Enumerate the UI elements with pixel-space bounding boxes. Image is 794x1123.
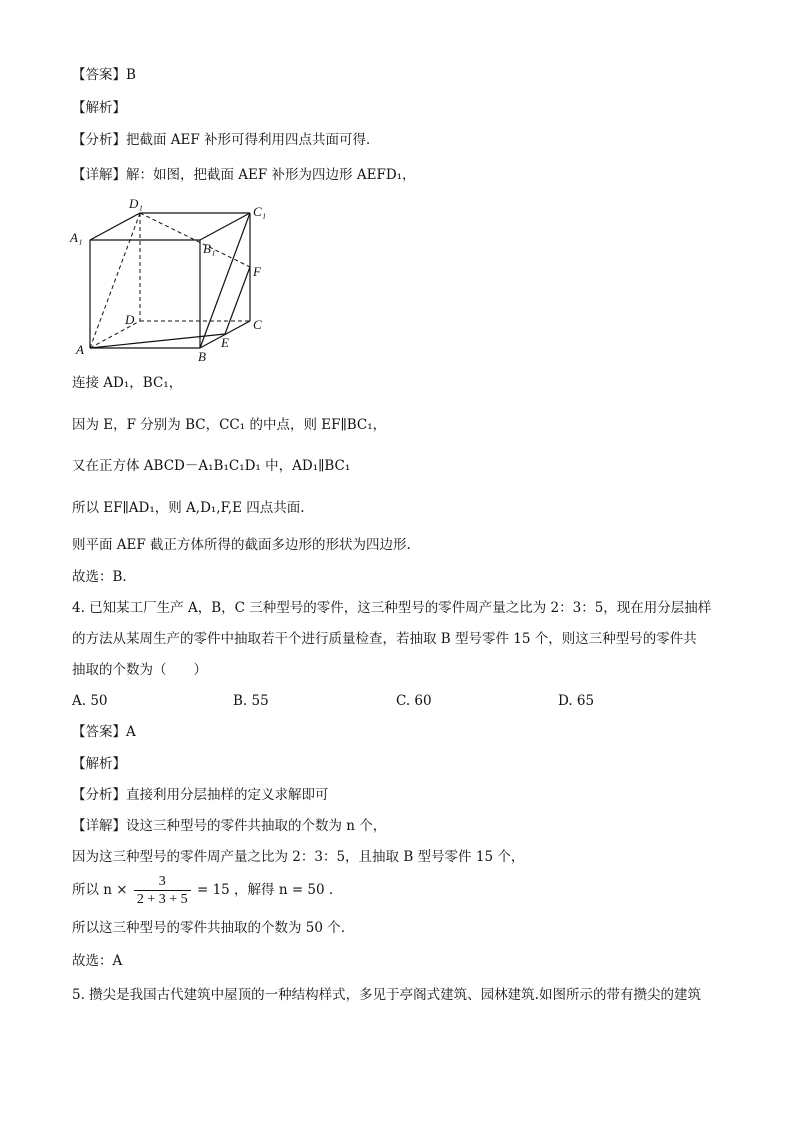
q3-fenxi-line (72, 131, 380, 149)
cube-figure (68, 196, 278, 364)
q4-answer-line (72, 723, 136, 741)
q4-equation (72, 872, 333, 908)
q4-line-final: 故选：A (72, 953, 123, 969)
fenxi-text: 把截面 AEF 补形可得利用四点共面可得． (126, 132, 380, 148)
label-c: C (253, 317, 262, 332)
answer-tag: 【答案】 (72, 724, 126, 740)
q3-line-shape: 则平面 AEF 截正方体所得的截面多边形的形状为四边形. (72, 537, 411, 553)
q4-option-b: B. 55 (233, 693, 269, 709)
fenxi-text: 直接利用分层抽样的定义求解即可 (126, 787, 329, 803)
fraction (134, 873, 191, 908)
label-b1: B₁ (203, 241, 216, 256)
q4-line-ratio: 因为这三种型号的零件周产量之比为 2：3：5，且抽取 B 型号零件 15 个， (72, 849, 525, 865)
answer-value: A (126, 724, 136, 740)
segment-ad1-hidden (90, 213, 140, 348)
xiangjie-text: 解：如图，把截面 AEF 补形为四边形 AEFD₁， (126, 167, 416, 183)
xiangjie-text: 设这三种型号的零件共抽取的个数为 n 个， (126, 818, 387, 834)
q4-stem-line3: 抽取的个数为（ ） (72, 662, 207, 678)
q4-xiangjie-line (72, 817, 386, 835)
answer-tag: 【答案】 (72, 67, 126, 83)
q3-line-final: 故选：B. (72, 569, 127, 585)
fenxi-tag: 【分析】 (72, 132, 126, 148)
q4-option-c: C. 60 (396, 693, 432, 709)
equation-suffix: = 15 ，解得 n = 50 . (196, 882, 334, 898)
answer-value: B (126, 67, 136, 83)
fenxi-tag: 【分析】 (72, 787, 126, 803)
q4-stem-line2: 的方法从某周生产的零件中抽取若干个进行质量检查，若抽取 B 型号零件 15 个，则这三种型号的零件共 (72, 631, 697, 647)
xiangjie-tag: 【详解】 (72, 167, 126, 183)
label-d: D (125, 312, 135, 327)
xiangjie-tag: 【详解】 (72, 818, 126, 834)
q3-line-coplanar: 所以 EF∥AD₁，则 A,D₁,F,E 四点共面. (72, 500, 305, 516)
fraction-numerator: 3 (134, 873, 191, 891)
label-b: B (198, 349, 206, 364)
q3-line-connect: 连接 AD₁，BC₁， (72, 375, 183, 391)
equation-prefix: 所以 n × (72, 882, 128, 898)
segment-ef (225, 267, 250, 334)
analysis-tag: 【解析】 (72, 756, 126, 772)
analysis-tag: 【解析】 (72, 100, 126, 116)
label-a1: A₁ (70, 230, 83, 245)
q3-xiangjie-line (72, 166, 416, 184)
label-c1: C₁ (253, 204, 267, 219)
label-a: A (76, 342, 84, 357)
q4-line-total: 所以这三种型号的零件共抽取的个数为 50 个. (72, 920, 346, 936)
label-d1: D₁ (129, 196, 143, 211)
edge-b1c1 (200, 213, 250, 240)
q3-answer-line (72, 66, 136, 84)
q3-line-midpoints: 因为 E，F 分别为 BC，CC₁ 的中点，则 EF∥BC₁， (72, 417, 387, 433)
q3-line-cube: 又在正方体 ABCD－A₁B₁C₁D₁ 中，AD₁∥BC₁ (72, 458, 351, 474)
q4-fenxi-line (72, 786, 329, 804)
label-f: F (253, 264, 261, 279)
q4-option-a: A. 50 (72, 693, 108, 709)
q5-stem-line1: 5. 攒尖是我国古代建筑中屋顶的一种结构样式，多见于亭阁式建筑、园林建筑.如图所示的带有攒尖的建筑 (72, 987, 701, 1003)
q4-option-d: D. 65 (558, 693, 595, 709)
fraction-denominator: 2 + 3 + 5 (136, 892, 188, 907)
edge-a1d1 (90, 213, 140, 240)
segment-bc1 (200, 213, 250, 348)
label-e: E (221, 335, 229, 350)
q4-stem-line1: 4. 已知某工厂生产 A，B，C 三种型号的零件，这三种型号的零件周产量之比为 2：3：5，现在用分层抽样 (72, 600, 712, 616)
